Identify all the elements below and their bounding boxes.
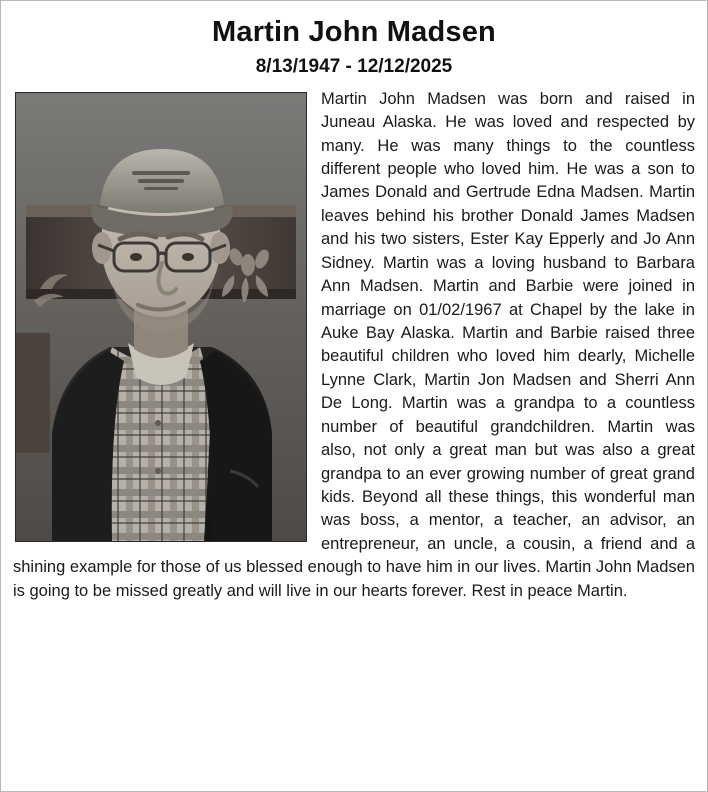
portrait-photo — [15, 92, 307, 542]
obituary-text-block — [13, 88, 695, 603]
obituary-body-text: Martin John Madsen was born and raised in Juneau Alaska. He was loved and respected by many. He was many things to the countless different people who loved him. He was a son to James Donald and Gertrude Edna Madsen. Martin leaves behind his brother Donald James Madsen and his two sisters, Ester Kay Epperly and Jo Ann Sidney. Martin was a loving husband to Barbara Ann Madsen. Martin and Barbie were joined in marriage on 01/02/1967 at Chapel by the lake in Auke Bay Alaska. Martin and Barbie raised three beautiful children who loved him dearly, Michelle Lynne Clark, Martin Jon Madsen and Sherri Ann De Long. Martin was a grandpa to a countless number of beautiful grandchildren. Martin was also, not only a great man but was also a great grandpa to an ever growing number of great grand kids. Beyond all these things, this wonderful man was boss, a mentor, a teacher, an advisor, an entrepreneur, an uncle, a cousin, a friend and a shining example for those of us blessed enough to have him in our lives. Martin John Madsen is going to be missed greatly and will live in our hearts forever. Rest in peace Martin. — [13, 89, 695, 600]
life-dates: 8/13/1947 - 12/12/2025 — [255, 55, 453, 77]
portrait-image — [16, 93, 306, 541]
page-title: Martin John Madsen — [212, 16, 496, 48]
